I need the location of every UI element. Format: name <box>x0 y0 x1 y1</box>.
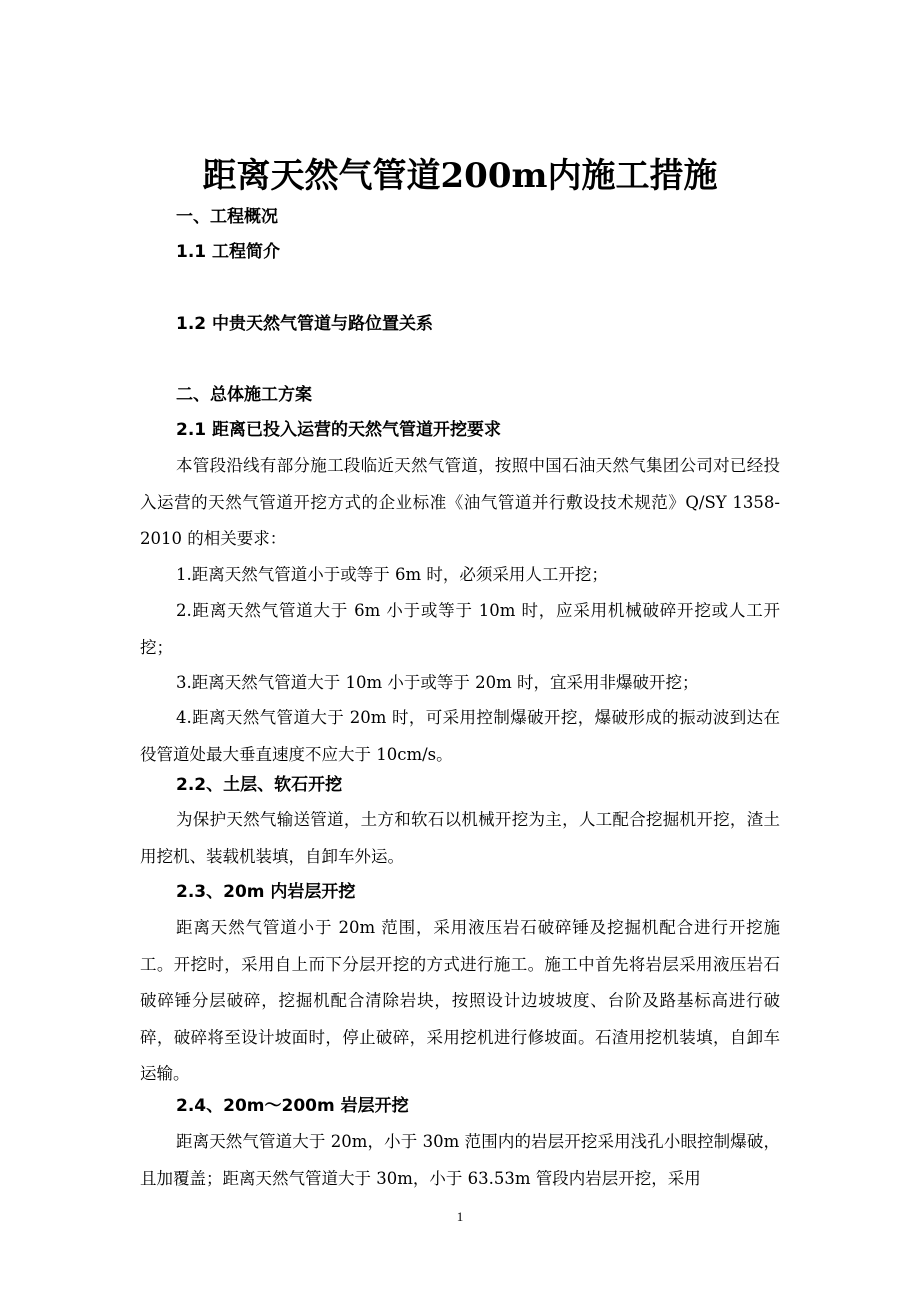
paragraph-2-1-item-2: 2.距离天然气管道大于 6m 小于或等于 10m 时，应采用机械破碎开挖或人工开挖； <box>140 601 780 657</box>
section-heading-1-2: 1.2 中贵天然气管道与路位置关系 <box>176 314 434 334</box>
section-heading-2: 二、总体施工方案 <box>176 385 312 405</box>
paragraph-2-1-item-1: 1.距离天然气管道小于或等于 6m 时，必须采用人工开挖； <box>176 565 608 584</box>
document-title: 距离天然气管道200m内施工措施 <box>202 156 718 196</box>
section-heading-2-2: 2.2、土层、软石开挖 <box>176 775 343 795</box>
paragraph-2-2: 为保护天然气输送管道，土方和软石以机械开挖为主，人工配合挖掘机开挖，渣土用挖机、装载机装填，自卸车外运。 <box>140 810 780 866</box>
section-heading-2-3: 2.3、20m 内岩层开挖 <box>176 882 356 902</box>
paragraph-2-1-intro: 本管段沿线有部分施工段临近天然气管道，按照中国石油天然气集团公司对已经投入运营的天然气管道开挖方式的企业标准《油气管道并行敷设技术规范》Q/SY 1358-2010 的相关要求： <box>140 456 780 548</box>
section-heading-2-4: 2.4、20m～200m 岩层开挖 <box>176 1096 409 1116</box>
section-heading-1-1: 1.1 工程简介 <box>176 242 281 262</box>
paragraph-2-1-item-3: 3.距离天然气管道大于 10m 小于或等于 20m 时，宜采用非爆破开挖； <box>176 673 699 692</box>
section-heading-2-1: 2.1 距离已投入运营的天然气管道开挖要求 <box>176 420 502 440</box>
section-heading-1: 一、工程概况 <box>176 207 278 227</box>
paragraph-2-3: 距离天然气管道小于 20m 范围，采用液压岩石破碎锤及挖掘机配合进行开挖施工。开挖时，采用自上而下分层开挖的方式进行施工。施工中首先将岩层采用液压岩石破碎锤分层破碎，挖掘机配合清除岩块，按照设计边坡坡度、台阶及路基标高进行破碎，破碎将至设计坡面时，停止破碎，采用挖机进行修坡面。石渣用挖机装填，自卸车运输。 <box>140 918 780 1083</box>
paragraph-2-1-item-4: 4.距离天然气管道大于 20m 时，可采用控制爆破开挖，爆破形成的振动波到达在役管道处最大垂直速度不应大于 10cm/s。 <box>140 708 780 764</box>
paragraph-2-4: 距离天然气管道大于 20m，小于 30m 范围内的岩层开挖采用浅孔小眼控制爆破，且加覆盖；距离天然气管道大于 30m，小于 63.53m 管段内岩层开挖，采用 <box>140 1132 780 1188</box>
page-number: 1 <box>456 1209 464 1224</box>
